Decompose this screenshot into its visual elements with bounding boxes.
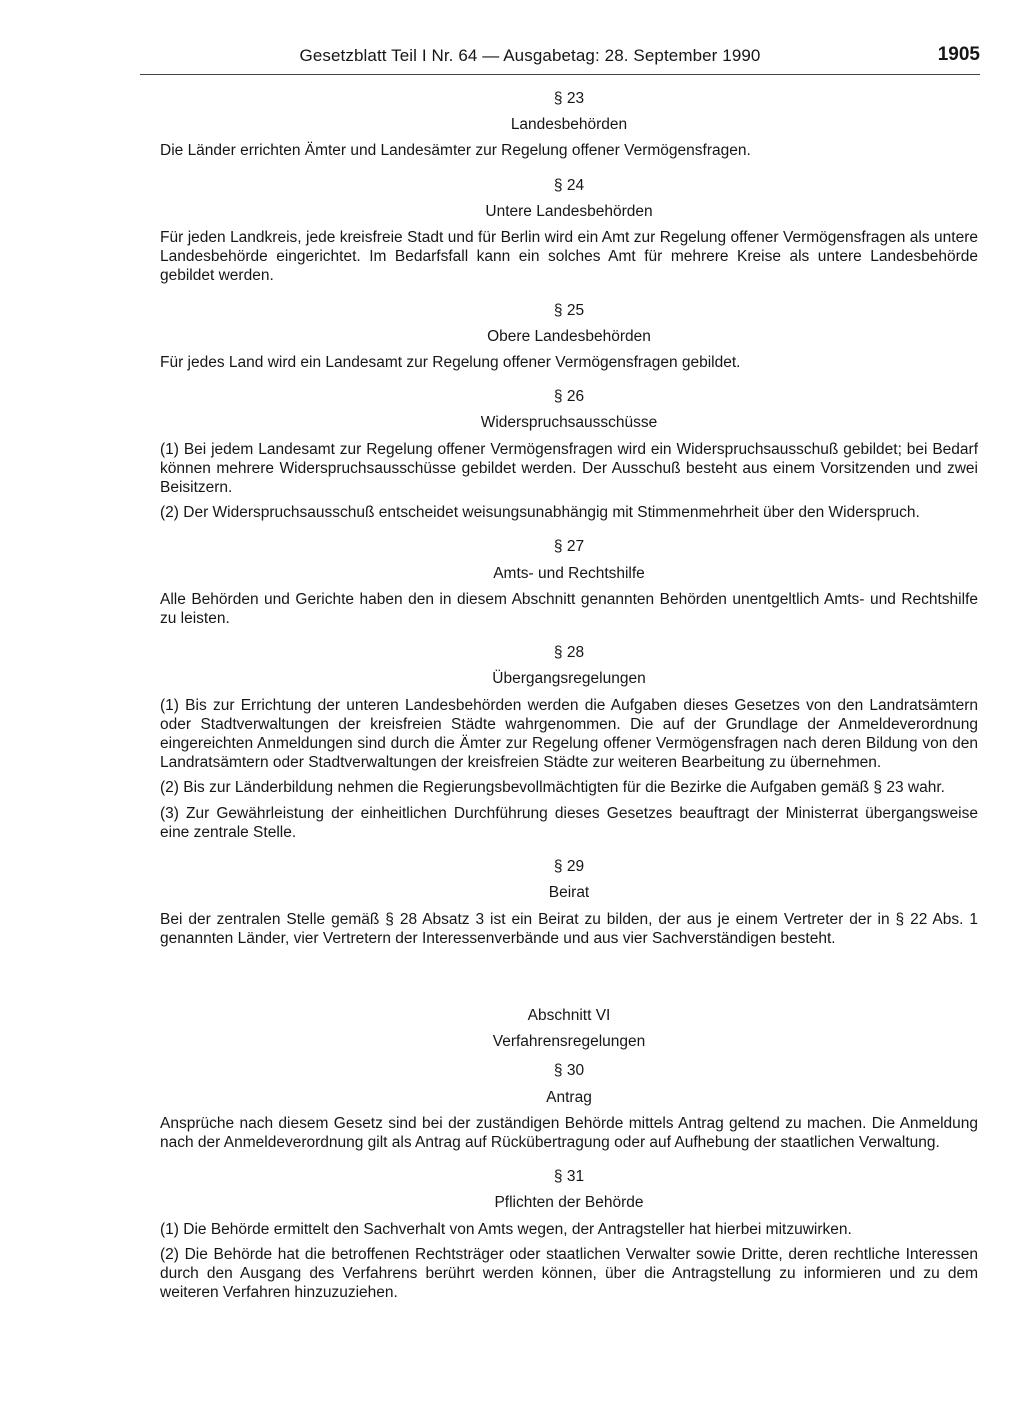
section-number: § 29 [553,858,585,876]
section [160,301,978,373]
document-body [160,89,978,1317]
section-paragraph: Alle Behörden und Gerichte haben den in diesem Abschnitt genannten Behörden unentgeltlich Amts- und Rechtshilfe zu leisten. [160,590,978,628]
section [160,387,978,522]
section-number: § 28 [553,644,585,662]
section [160,89,978,161]
sections-part-1 [160,89,978,948]
page-header [140,44,980,75]
section-heading: Landesbehörden [510,116,628,134]
abschnitt-subtitle: Verfahrensregelungen [492,1033,646,1051]
gazette-title: Gesetzblatt Teil I Nr. 64 — Ausgabetag: 28. September 1990 [299,46,761,65]
section-heading: Amts- und Rechtshilfe [493,564,645,582]
section-paragraph: (1) Bis zur Errichtung der unteren Landesbehörden werden die Aufgaben dieses Gesetzes von den Landratsämtern oder Stadtverwaltungen der kreisfreien Städte wahrgenommen. Die auf der Grundlage der Anmeldeverordnung eingereichten Anmeldungen sind durch die Ämter zur Regelung offener Vermögensfragen nach deren Bildung von den Landratsämtern oder Stadtverwaltungen der kreisfreien Städte zur weiteren Bearbeitung zu übernehmen. [160,696,978,772]
section-heading: Pflichten der Behörde [494,1194,644,1212]
section-number: § 26 [553,388,585,406]
section-heading: Antrag [546,1088,592,1106]
section [160,643,978,842]
section-number: § 30 [553,1062,585,1080]
section-paragraph: Die Länder errichten Ämter und Landesämter zur Regelung offener Vermögensfragen. [160,142,751,160]
section-paragraph: (2) Die Behörde hat die betroffenen Rechtsträger oder staatlichen Verwalter sowie Dritte, deren rechtliche Interessen durch den Ausgang des Verfahrens berührt werden können, über die Antragstellung zu informieren und zu dem weiteren Verfahren hinzuzuziehen. [160,1245,978,1302]
section-number: § 23 [553,90,585,107]
section-heading: Untere Landesbehörden [485,202,653,220]
page-number: 1905 [937,44,980,65]
section-number: § 24 [553,176,585,194]
section-heading: Übergangsregelungen [492,670,646,688]
section-paragraph: (2) Bis zur Länderbildung nehmen die Regierungsbevollmächtigten für die Bezirke die Aufgaben gemäß § 23 wahr. [160,779,945,797]
section-paragraph: Bei der zentralen Stelle gemäß § 28 Absatz 3 ist ein Beirat zu bilden, der aus je einem Vertreter der in § 22 Abs. 1 genannten Länder, vier Vertretern der Interessenverbände und aus vier Sachverständigen besteht. [160,910,978,947]
section-number: § 27 [553,538,585,556]
section-number: § 25 [553,301,585,319]
section-paragraph: Für jedes Land wird ein Landesamt zur Regelung offener Vermögensfragen gebildet. [160,354,741,372]
section-paragraph: (1) Die Behörde ermittelt den Sachverhalt von Amts wegen, der Antragsteller hat hierbei mitzuwirken. [160,1220,852,1238]
section [160,176,978,286]
section-paragraph: Ansprüche nach diesem Gesetz sind bei der zuständigen Behörde mittels Antrag geltend zu machen. Die Anmeldung nach der Anmeldeverordnung gilt als Antrag auf Rückübertragung oder auf Aufhebung der staatlichen Verwaltung. [160,1114,978,1151]
section-paragraph: (3) Zur Gewährleistung der einheitlichen Durchführung dieses Gesetzes beauftragt der Ministerrat übergangsweise eine zentrale Stelle. [160,804,978,841]
section-paragraph: (1) Bei jedem Landesamt zur Regelung offener Vermögensfragen wird ein Widerspruchsausschuß gebildet; bei Bedarf können mehrere Widerspruchsausschüsse gebildet werden. Der Ausschuß besteht aus einem Vorsitzenden und zwei Beisitzern. [160,440,978,497]
section [160,1061,978,1152]
section [160,537,978,628]
section-paragraph: Für jeden Landkreis, jede kreisfreie Stadt und für Berlin wird ein Amt zur Regelung offener Vermögensfragen als untere Landesbehörde eingerichtet. Im Bedarfsfall kann ein solches Amt für mehrere Kreise als untere Landesbehörde gebildet werden. [160,229,978,285]
abschnitt-title: Abschnitt VI [527,1006,611,1024]
section-heading: Beirat [548,884,590,902]
section [160,857,978,948]
section [160,1167,978,1302]
abschnitt-heading [160,1006,978,1051]
section-number: § 31 [553,1168,585,1186]
section-heading: Obere Landesbehörden [487,327,651,345]
section-heading: Widerspruchsausschüsse [480,414,658,432]
section-paragraph: (2) Der Widerspruchsausschuß entscheidet weisungsunabhängig mit Stimmenmehrheit über den Widerspruch. [160,504,920,522]
sections-part-2 [160,1061,978,1302]
